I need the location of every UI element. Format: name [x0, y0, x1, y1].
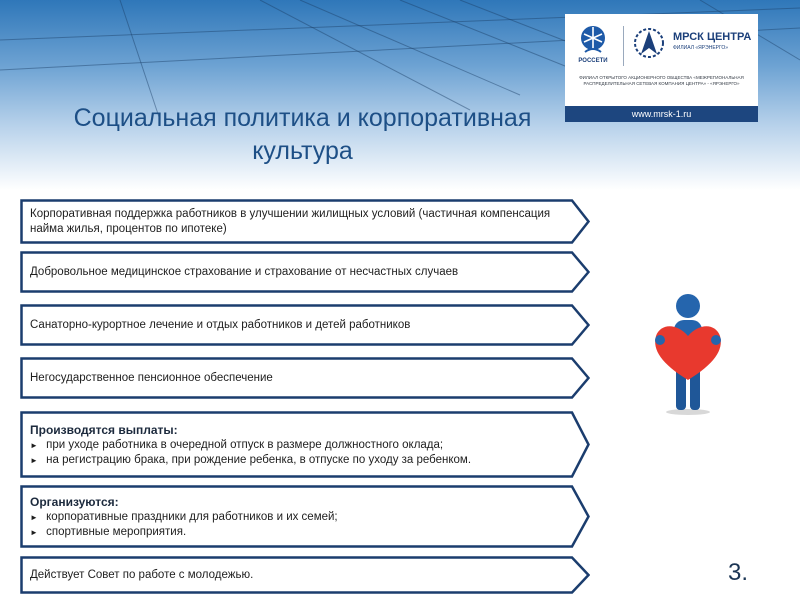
bullet-item	[30, 453, 564, 468]
bullet-item	[30, 438, 564, 453]
item-text: Негосударственное пенсионное обеспечение	[30, 371, 273, 384]
benefit-item	[20, 411, 590, 478]
benefit-item	[20, 485, 590, 548]
bullet-text: на регистрацию брака, при рождение ребенка, в отпуске по уходу за ребенком.	[46, 453, 472, 466]
item-text: Добровольное медицинское страхование и страхование от несчастных случаев	[30, 265, 459, 278]
bullet-item	[30, 510, 564, 525]
bullet-item	[30, 525, 564, 540]
rosseti-logo-icon	[579, 24, 607, 56]
logo-divider	[623, 26, 624, 66]
figure-with-heart-icon	[652, 292, 724, 416]
item-text: Санаторно-курортное лечение и отдых работников и детей работников	[30, 318, 411, 331]
mrsk-logo-name: МРСК ЦЕНТРА	[673, 31, 752, 43]
mrsk-logo-subtitle: ФИЛИАЛ «ЯРЭНЕРГО»	[673, 45, 729, 51]
item-heading: Организуются:	[30, 494, 119, 509]
item-text: Действует Совет по работе с молодежью.	[30, 568, 254, 581]
item-heading: Производятся выплаты:	[30, 422, 178, 437]
benefit-item	[20, 357, 590, 399]
benefit-item	[20, 199, 590, 244]
bullet-text: корпоративные праздники для работников и их семей;	[46, 510, 338, 523]
bullet-triangle-icon: ►	[30, 455, 41, 465]
bullet-text: спортивные мероприятия.	[46, 525, 187, 538]
company-description: ФИЛИАЛ ОТКРЫТОГО АКЦИОНЕРНОГО ОБЩЕСТВА «МЕЖРЕГИОНАЛЬНАЯ РАСПРЕДЕЛИТЕЛЬНАЯ СЕТЕВАЯ КОМПАНИЯ ЦЕНТРА» - «ЯРЭНЕРГО»	[579, 75, 744, 86]
mrsk-logo-icon	[631, 26, 667, 60]
benefit-item	[20, 251, 590, 293]
benefit-item	[20, 304, 590, 346]
benefit-item	[20, 556, 590, 594]
page-title: Социальная политика и корпоративная культура	[73, 104, 532, 165]
bullet-triangle-icon: ►	[30, 512, 41, 522]
item-text: Корпоративная поддержка работников в улучшении жилищных условий (частичная компенсация найма жилья, процентов по ипотеке)	[30, 207, 551, 235]
bullet-triangle-icon: ►	[30, 527, 41, 537]
bullet-triangle-icon: ►	[30, 440, 41, 450]
company-url: www.mrsk-1.ru	[565, 106, 758, 122]
bullet-text: при уходе работника в очередной отпуск в размере должностного оклада;	[46, 438, 444, 451]
company-logo-block	[565, 14, 758, 122]
rosseti-logo-text: РОССЕТИ	[578, 58, 608, 64]
page-number: 3.	[728, 559, 749, 586]
